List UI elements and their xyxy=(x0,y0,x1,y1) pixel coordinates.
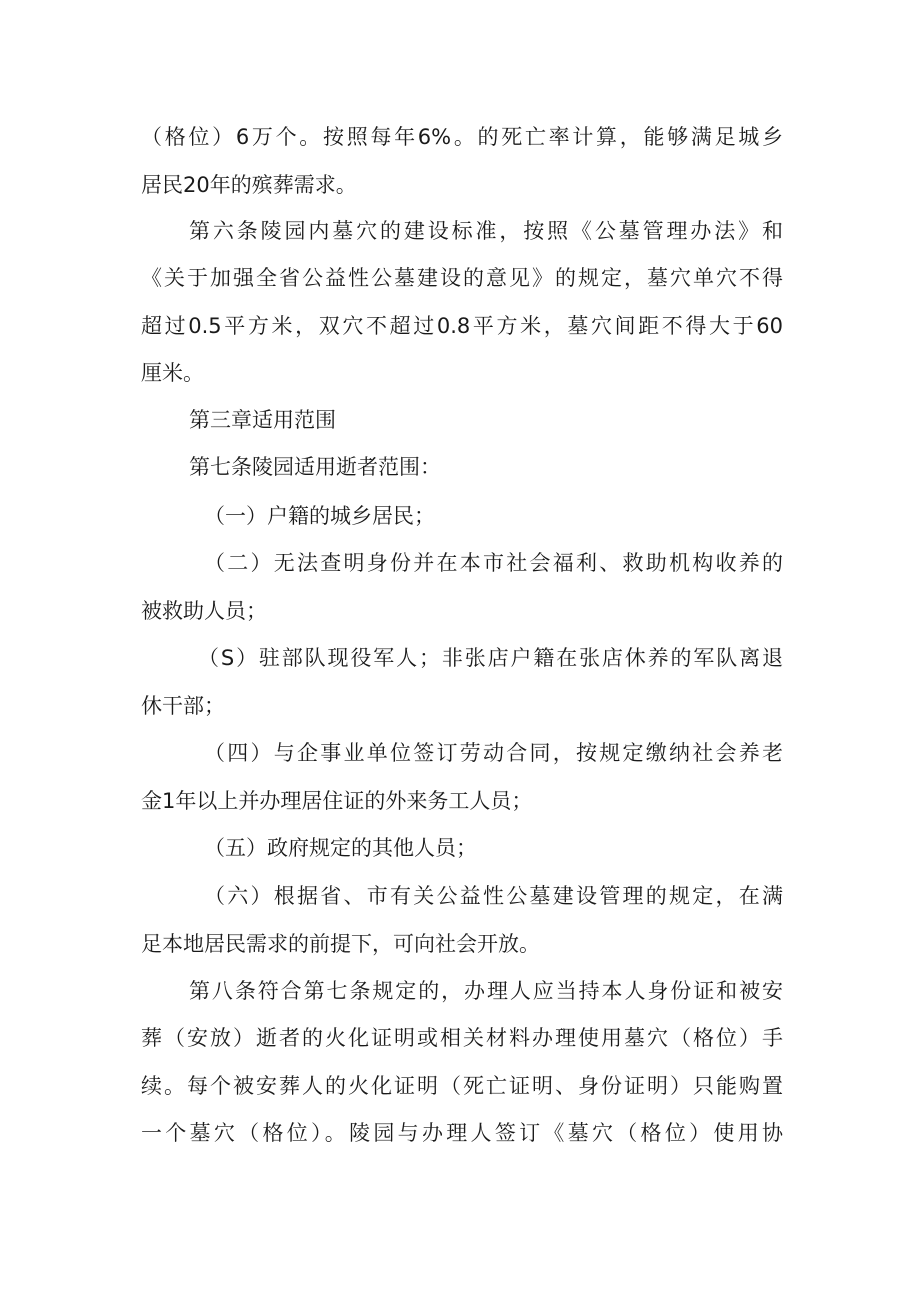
article-7-heading: 第七条陵园适用逝者范围： xyxy=(189,455,441,479)
list-item: （五）政府规定的其他人员； xyxy=(204,836,477,860)
text-line: 葬（安放）逝者的火化证明或相关材料办理使用墓穴（格位）手 xyxy=(141,1026,783,1050)
text-line: 一个墓穴（格位）。陵园与办理人签订《墓穴（格位）使用协 xyxy=(141,1121,783,1145)
article-8-heading: 第八条符合第七条规定的，办理人应当持本人身份证和被安 xyxy=(189,979,783,1003)
text-line: 被救助人员； xyxy=(141,599,267,623)
list-item: （六）根据省、市有关公益性公墓建设管理的规定，在满 xyxy=(204,884,783,908)
text-line: 足本地居民需求的前提下，可向社会开放。 xyxy=(141,932,540,956)
chapter-3-title: 第三章适用范围 xyxy=(189,408,336,432)
text-line: 超过0.5平方米，双穴不超过0.8平方米，墓穴间距不得大于60 xyxy=(141,314,783,338)
text-line: 休干部； xyxy=(141,694,225,718)
text-line: 续。每个被安葬人的火化证明（死亡证明、身份证明）只能购置 xyxy=(141,1074,783,1098)
list-item: （S）驻部队现役军人；非张店户籍在张店休养的军队离退 xyxy=(198,646,783,670)
text-line: 厘米。 xyxy=(141,361,204,385)
list-item: （二）无法查明身份并在本市社会福利、救助机构收养的 xyxy=(204,551,783,575)
article-6-heading: 第六条陵园内墓穴的建设标准，按照《公墓管理办法》和 xyxy=(189,219,783,243)
text-line: 《关于加强全省公益性公墓建设的意见》的规定，墓穴单穴不得 xyxy=(141,266,783,290)
text-line: 金1年以上并办理居住证的外来务工人员； xyxy=(141,789,533,813)
text-line: 居民20年的殡葬需求。 xyxy=(141,173,357,197)
list-item: （一）户籍的城乡居民； xyxy=(204,504,435,528)
text-line: （格位）6万个。按照每年6%。的死亡率计算，能够满足城乡 xyxy=(141,125,783,149)
list-item: （四）与企事业单位签订劳动合同，按规定缴纳社会养老 xyxy=(204,741,783,765)
